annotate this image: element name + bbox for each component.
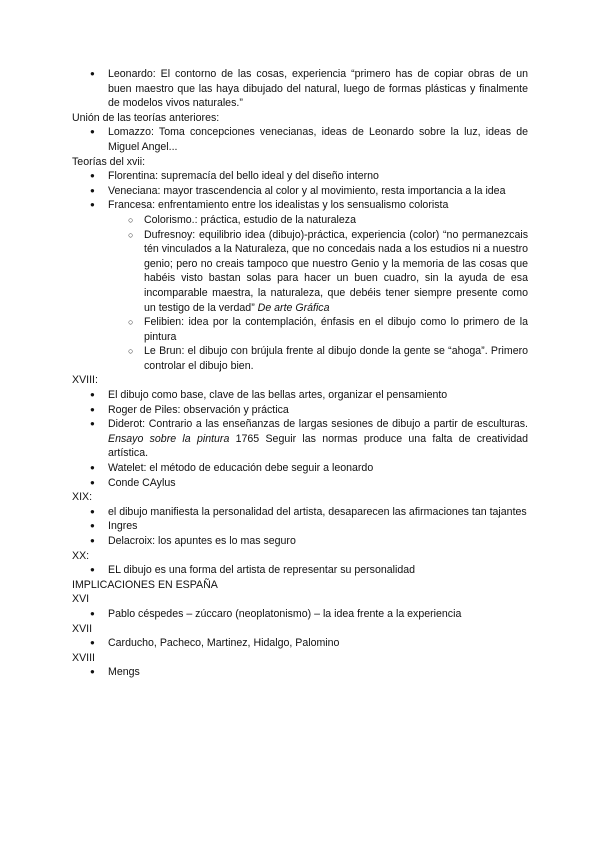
list-item-text: Conde CAylus xyxy=(108,476,176,489)
list-item xyxy=(72,388,528,403)
list-item-text: Delacroix: los apuntes es lo mas seguro xyxy=(108,535,296,547)
list-item-text: Francesa: enfrentamiento entre los idealistas y los sensualismo colorista xyxy=(108,199,449,212)
list-item xyxy=(72,417,528,461)
sub-list-item xyxy=(72,315,528,344)
list-item xyxy=(72,403,528,418)
list-item xyxy=(72,198,528,213)
list-item-text: Watelet: el método de educación debe seguir a leonardo xyxy=(108,462,374,475)
list-item-text: Pablo céspedes – zúccaro (neoplatonismo) – la idea frente a la experiencia xyxy=(108,607,462,620)
bullet-list xyxy=(72,125,528,154)
book-title: De arte Gráfica xyxy=(257,301,330,314)
list-item xyxy=(72,125,528,154)
list-item xyxy=(72,636,528,651)
bullet-list xyxy=(72,67,528,111)
list-item xyxy=(72,184,528,199)
list-item xyxy=(72,665,528,680)
list-item-text: Mengs xyxy=(108,666,140,679)
bullet-list xyxy=(72,505,528,549)
bullet-list xyxy=(72,607,528,622)
bullet-list xyxy=(72,388,528,490)
list-item xyxy=(72,67,528,111)
section-heading: XVI xyxy=(72,593,90,606)
list-item-text: El dibujo como base, clave de las bellas artes, organizar el pensamiento xyxy=(108,389,448,402)
list-item xyxy=(72,169,528,184)
section-heading: XVIII: xyxy=(72,374,98,387)
list-item-text: Le Brun: el dibujo con brújula frente al dibujo donde la gente se “ahoga”. Primero controlar el dibujo bien. xyxy=(144,345,528,372)
section-heading: Unión de las teorías anteriores: xyxy=(72,111,220,124)
sub-list-item xyxy=(72,344,528,373)
list-item-text: Ingres xyxy=(108,520,138,533)
bullet-list xyxy=(72,563,528,578)
list-item-text: Carducho, Pacheco, Martinez, Hidalgo, Palomino xyxy=(108,637,340,650)
section-heading: XVII xyxy=(72,622,93,635)
bullet-list xyxy=(72,636,528,651)
list-item-text: EL dibujo es una forma del artista de representar su personalidad xyxy=(108,564,416,577)
list-item xyxy=(72,461,528,476)
sub-list-item xyxy=(72,228,528,316)
section-heading: Teorías del xvii: xyxy=(72,155,146,168)
list-item xyxy=(72,505,528,520)
list-item xyxy=(72,519,528,534)
list-item xyxy=(72,476,528,491)
list-item-text: Roger de Piles: observación y práctica xyxy=(108,403,289,416)
section-heading: XX: xyxy=(72,549,90,562)
list-item-text: el dibujo manifiesta la personalidad del artista, desaparecen las afirmaciones tan tajantes xyxy=(108,505,527,518)
section-heading: XIX: xyxy=(72,491,93,504)
list-item-text: Lomazzo: Toma concepciones venecianas, ideas de Leonardo sobre la luz, ideas de Miguel Angel... xyxy=(108,126,528,153)
book-title: Ensayo sobre la pintura xyxy=(108,432,230,445)
list-item xyxy=(72,607,528,622)
list-item-text: Diderot: Contrario a las enseñanzas de largas sesiones de dibujo a partir de esculturas. xyxy=(108,418,528,431)
sub-list-item xyxy=(72,213,528,228)
list-item-text: Dufresnoy: equilibrio idea (dibujo)-práctica, experiencia (color) “no permanezcais tén vinculados a la Naturaleza, que no concedais nada a los estudios ni a nuestro genio; pero no creais tampoco que nuestro Genio y la memoria de las cosas que habéis visto bastan solas para hacer un buen cuadro, sin la ayuda de esa incomparable maestra, la naturaleza, que debéis tener siempre presente como un testigo de la verdad” xyxy=(144,228,528,314)
bullet-list xyxy=(72,665,528,680)
list-item xyxy=(72,534,528,549)
list-item-text: Leonardo: El contorno de las cosas, experiencia “primero has de copiar obras de un buen maestro que las haya dibujado del natural, luego de formas plásticas y finalmente de modelos vivos naturales.” xyxy=(108,68,528,110)
section-heading: IMPLICACIONES EN ESPAÑA xyxy=(72,578,218,591)
list-item-text: Felibien: idea por la contemplación, énfasis en el dibujo como lo primero de la pintura xyxy=(144,316,528,343)
bullet-list xyxy=(72,169,528,373)
list-item-text: 1765 Seguir las normas produce una falta de creatividad artística. xyxy=(108,432,528,460)
section-heading: XVIII xyxy=(72,651,95,664)
list-item xyxy=(72,563,528,578)
list-item-text: Colorismo.: práctica, estudio de la naturaleza xyxy=(144,213,356,226)
list-item-text: Florentina: supremacía del bello ideal y del diseño interno xyxy=(108,170,379,183)
list-item-text: Veneciana: mayor trascendencia al color y al movimiento, resta importancia a la idea xyxy=(108,184,506,197)
